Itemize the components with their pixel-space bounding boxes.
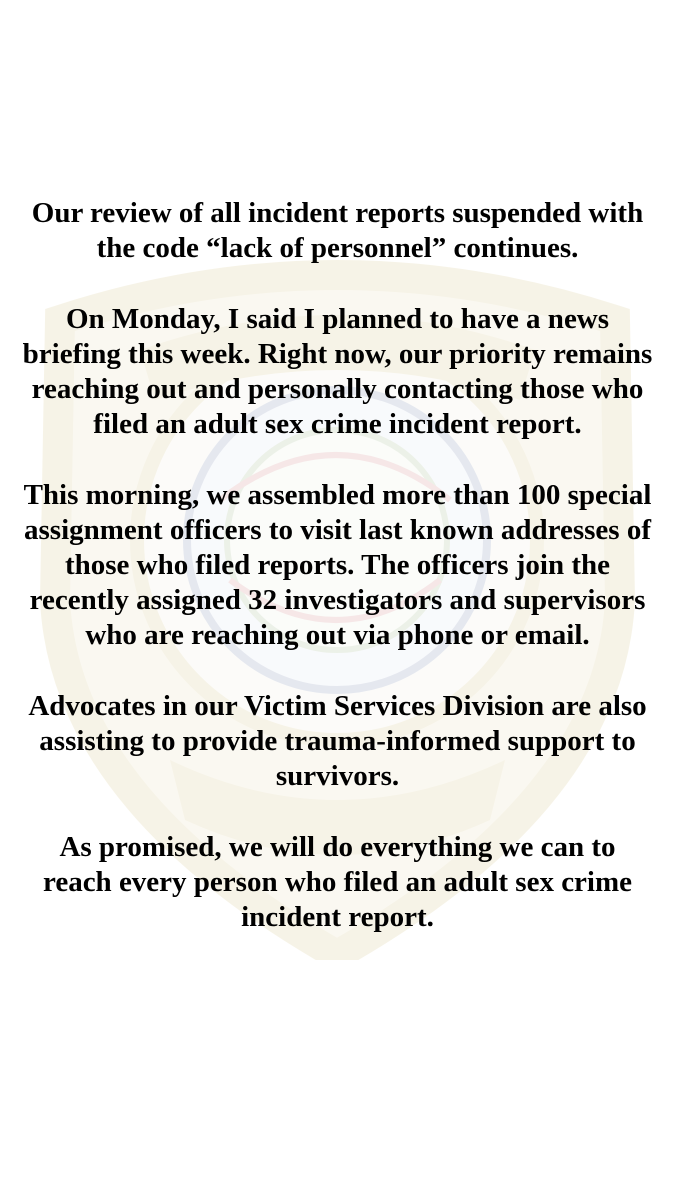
paragraph-review: Our review of all incident reports suspended with the code “lack of personnel” continues. (31, 197, 644, 264)
paragraph-promise: As promised, we will do everything we can to reach every person who filed an adult sex crime incident report. (42, 831, 633, 933)
statement-text (22, 196, 653, 971)
paragraph-news-briefing: On Monday, I said I planned to have a news briefing this week. Right now, our priority remains reaching out and personally contacting those who filed an adult sex crime incident report. (22, 303, 653, 440)
paragraph-advocates: Advocates in our Victim Services Division are also assisting to provide trauma-informed support to survivors. (28, 690, 647, 792)
paragraph-officers: This morning, we assembled more than 100 special assignment officers to visit last known addresses of those who filed reports. The officers join the recently assigned 32 investigators and supervisors who are reaching out via phone or email. (23, 479, 652, 651)
